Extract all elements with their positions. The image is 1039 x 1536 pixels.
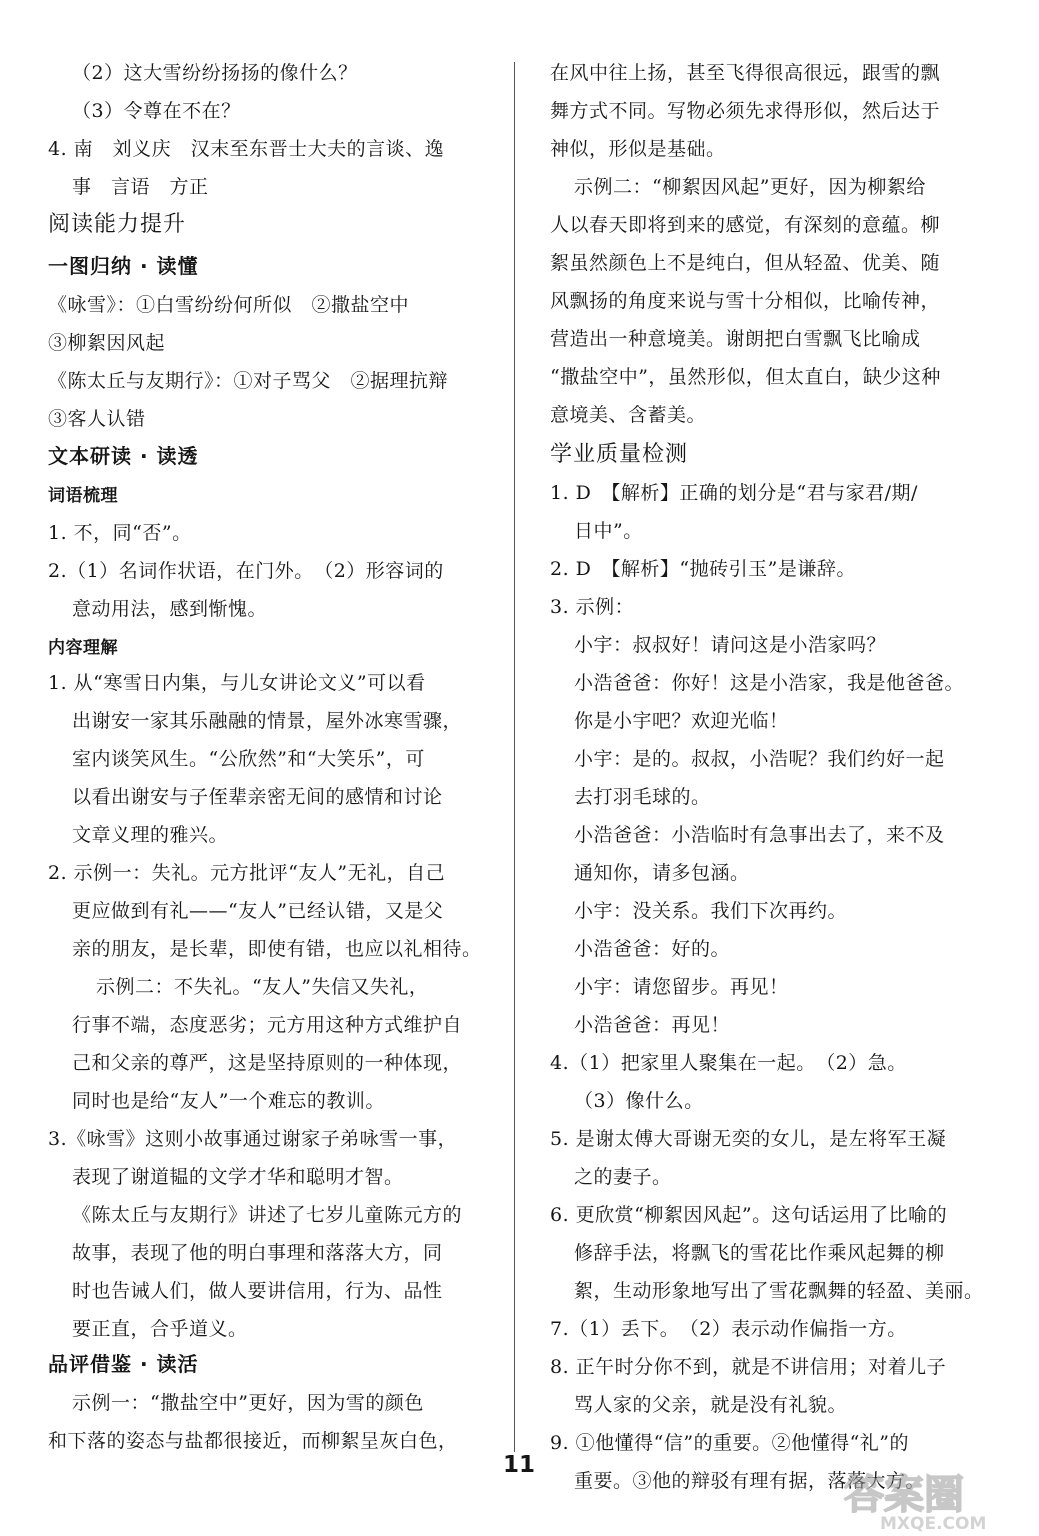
text-line: 己和父亲的尊严，这是坚持原则的一种体现， — [72, 1052, 463, 1074]
text-line: 时也告诫人们，做人要讲信用，行为、品性 — [72, 1280, 443, 1302]
text-line: 在风中往上扬，甚至飞得很高很远，跟雪的飘 — [550, 62, 941, 84]
text-line: 营造出一种意境美。谢朗把白雪飘飞比喻成 — [550, 328, 921, 350]
text-line: ③客人认错 — [48, 408, 146, 430]
text-line: 示例二：“柳絮因风起”更好，因为柳絮给 — [574, 176, 926, 198]
section-heading: 阅读能力提升 — [48, 212, 187, 237]
text-line: “撒盐空中”，虽然形似，但太直白，缺少这种 — [550, 366, 941, 388]
text-line: 小宇：请您留步。再见！ — [574, 976, 789, 998]
watermark-logo — [840, 1466, 1030, 1532]
text-line: 要正直，合乎道义。 — [72, 1318, 248, 1340]
text-line: 去打羽毛球的。 — [574, 786, 711, 808]
text-line: 意动用法，感到惭愧。 — [72, 598, 268, 620]
text-line: 意境美、含蓄美。 — [550, 404, 707, 426]
text-line: 《咏雪》：①白雪纷纷何所似 ②撒盐空中 — [48, 294, 410, 316]
text-line: 5. 是谢太傅大哥谢无奕的女儿，是左将军王凝 — [550, 1128, 947, 1150]
text-line: 骂人家的父亲，就是没有礼貌。 — [574, 1394, 848, 1416]
text-line: 示例一：“撒盐空中”更好，因为雪的颜色 — [72, 1392, 424, 1414]
text-line: 3.《咏雪》这则小故事通过谢家子弟咏雪一事， — [48, 1128, 458, 1150]
text-line: 出谢安一家其乐融融的情景，屋外冰寒雪骤， — [72, 710, 463, 732]
watermark-main-text: 答案圈 — [844, 1472, 964, 1518]
text-line: 小浩爸爸：你好！这是小浩家，我是他爸爸。 — [574, 672, 965, 694]
text-line: 风飘扬的角度来说与雪十分相似，比喻传神， — [550, 290, 941, 312]
text-line: 人以春天即将到来的感觉，有深刻的意蕴。柳 — [550, 214, 941, 236]
text-line: 示例二：不失礼。“友人”失信又失礼， — [96, 976, 429, 998]
text-line: 2.（1）名词作状语，在门外。 （2）形容词的 — [48, 560, 444, 582]
text-line: 絮虽然颜色上不是纯白，但从轻盈、优美、随 — [550, 252, 941, 274]
watermark-sub-text: MXQE.COM — [880, 1514, 987, 1532]
text-line: （3）令尊在不在？ — [72, 100, 241, 122]
text-line: 1. 从“寒雪日内集，与儿女讲论文义”可以看 — [48, 672, 426, 694]
text-line: 8. 正午时分你不到，就是不讲信用；对着儿子 — [550, 1356, 947, 1378]
text-line: 行事不端，态度恶劣；元方用这种方式维护自 — [72, 1014, 463, 1036]
text-line: 7.（1）丢下。 （2）表示动作偏指一方。 — [550, 1318, 907, 1340]
text-line: 1. D 【解析】正确的划分是“君与家君/期/ — [550, 482, 918, 504]
section-subheading: 一图归纳 · 读懂 — [48, 254, 199, 278]
text-line: 修辞手法，将飘飞的雪花比作乘风起舞的柳 — [574, 1242, 945, 1264]
text-line: 4. 南 刘义庆 汉末至东晋士大夫的言谈、逸 — [48, 138, 445, 160]
section-subheading: 品评借鉴 · 读活 — [48, 1352, 199, 1376]
text-line: 事 言语 方正 — [72, 176, 209, 198]
text-line: 同时也是给“友人”一个难忘的教训。 — [72, 1090, 385, 1112]
text-line: 神似，形似是基础。 — [550, 138, 726, 160]
text-line: 小宇：叔叔好！请问这是小浩家吗？ — [574, 634, 887, 656]
text-line: 故事，表现了他的明白事理和落落大方，同 — [72, 1242, 443, 1264]
text-line: 亲的朋友，是长辈，即使有错，也应以礼相待。 — [72, 938, 482, 960]
text-line: 4.（1）把家里人聚集在一起。 （2）急。 — [550, 1052, 907, 1074]
text-line: 《陈太丘与友期行》：①对子骂父 ②据理抗辩 — [48, 370, 449, 392]
text-line: 舞方式不同。写物必须先求得形似，然后达于 — [550, 100, 941, 122]
text-line: 小宇：没关系。我们下次再约。 — [574, 900, 848, 922]
text-line: 文章义理的雅兴。 — [72, 824, 229, 846]
text-line: 小浩爸爸：小浩临时有急事出去了，来不及 — [574, 824, 945, 846]
text-line: 3. 示例： — [550, 596, 635, 618]
text-line: 2. 示例一：失礼。元方批评“友人”无礼，自己 — [48, 862, 446, 884]
column-divider — [514, 62, 515, 1452]
text-line: （2）这大雪纷纷扬扬的像什么？ — [72, 62, 358, 84]
text-line: 2. D 【解析】“抛砖引玉”是谦辞。 — [550, 558, 856, 580]
text-line: 之的妻子。 — [574, 1166, 672, 1188]
section-heading: 学业质量检测 — [550, 442, 689, 467]
text-line: 通知你，请多包涵。 — [574, 862, 750, 884]
text-line: 室内谈笑风生。“公欣然”和“大笑乐”，可 — [72, 748, 425, 770]
text-line: ③柳絮因风起 — [48, 332, 166, 354]
text-line: 更应做到有礼——“友人”已经认错，又是父 — [72, 900, 444, 922]
text-line: 重要。③他的辩驳有理有据，落落大方。 — [574, 1470, 926, 1492]
text-line: （3）像什么。 — [574, 1090, 704, 1112]
topic-heading: 内容理解 — [48, 638, 118, 658]
text-line: 表现了谢道韫的文学才华和聪明才智。 — [72, 1166, 404, 1188]
text-line: 6. 更欣赏“柳絮因风起”。这句话运用了比喻的 — [550, 1204, 948, 1226]
section-subheading: 文本研读 · 读透 — [48, 444, 199, 468]
text-line: 小宇：是的。叔叔，小浩呢？我们约好一起 — [574, 748, 945, 770]
page-number: 11 — [503, 1452, 536, 1478]
text-line: 你是小宇吧？欢迎光临！ — [574, 710, 789, 732]
text-line: 絮，生动形象地写出了雪花飘舞的轻盈、美丽。 — [574, 1280, 984, 1302]
text-line: 小浩爸爸：再见！ — [574, 1014, 731, 1036]
text-line: 小浩爸爸：好的。 — [574, 938, 731, 960]
topic-heading: 词语梳理 — [48, 486, 118, 506]
text-line: 《陈太丘与友期行》讲述了七岁儿童陈元方的 — [72, 1204, 463, 1226]
text-line: 日中”。 — [574, 520, 643, 542]
text-line: 9. ①他懂得“信”的重要。②他懂得“礼”的 — [550, 1432, 910, 1454]
text-line: 和下落的姿态与盐都很接近，而柳絮呈灰白色， — [48, 1430, 458, 1452]
text-line: 1. 不，同“否”。 — [48, 522, 192, 544]
text-line: 以看出谢安与子侄辈亲密无间的感情和讨论 — [72, 786, 443, 808]
